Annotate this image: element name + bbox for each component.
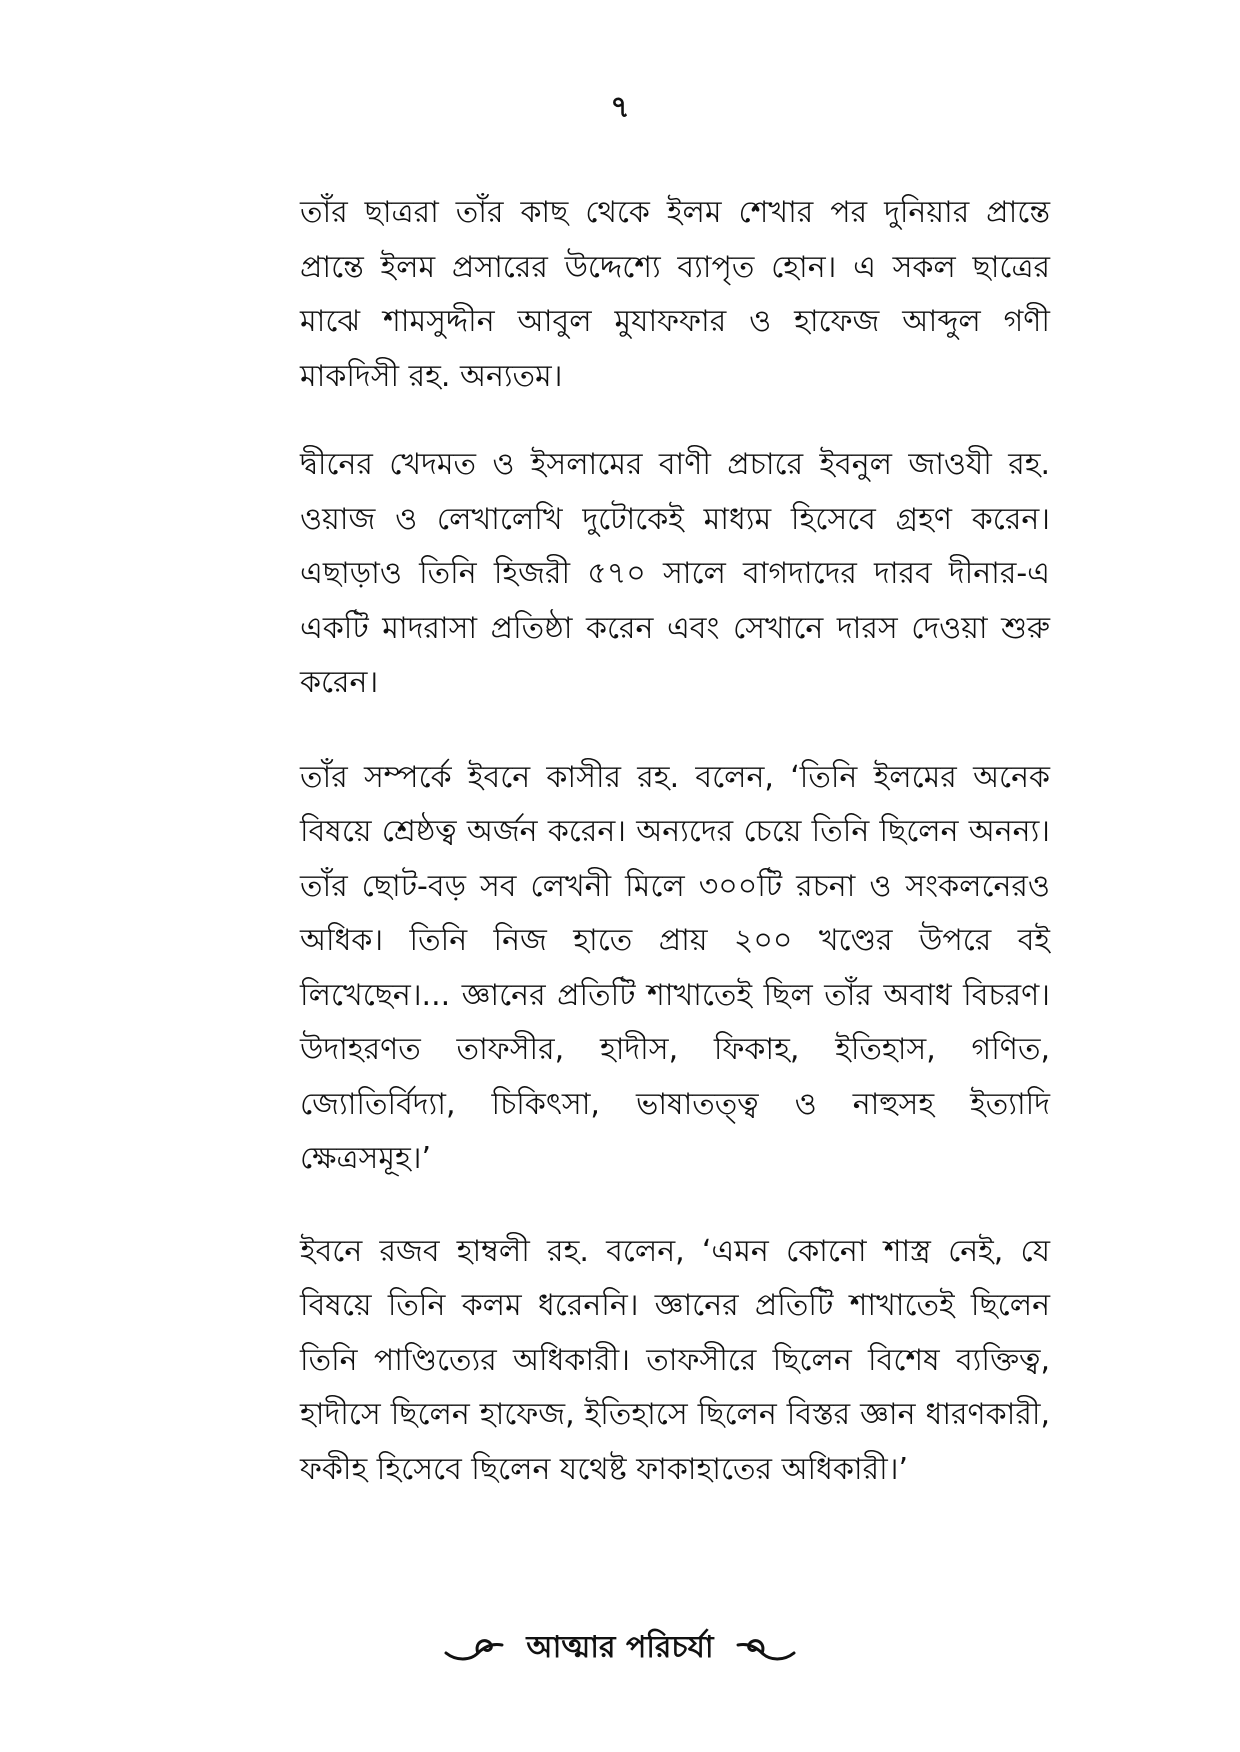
- page-number: ৭: [610, 90, 630, 125]
- swirl-ornament-left-icon: [444, 1633, 508, 1663]
- swirl-ornament-right-icon: [732, 1633, 796, 1663]
- paragraph-3: তাঁর সম্পর্কে ইবনে কাসীর রহ. বলেন, ‘তিনি ইলমের অনেক বিষয়ে শ্রেষ্ঠত্ব অর্জন করেন। অন্যদের চেয়ে তিনি ছিলেন অনন্য। তাঁর ছোট-বড় সব লেখনী মিলে ৩০০টি রচনা ও সংকলনেরও অধিক। তিনি নিজ হাতে প্রায় ২০০ খণ্ডের উপরে বই লিখেছেন।... জ্ঞানের প্রতিটি শাখাতেই ছিল তাঁর অবাধ বিচরণ। উদাহরণত তাফসীর, হাদীস, ফিকাহ, ইতিহাস, গণিত, জ্যোতির্বিদ্যা, চিকিৎসা, ভাষাতত্ত্ব ও নাহুসহ ইত্যাদি ক্ষেত্রসমূহ।’: [300, 759, 1050, 1176]
- page-footer: [0, 1618, 1240, 1678]
- paragraph-2: দ্বীনের খেদমত ও ইসলামের বাণী প্রচারে ইবনুল জাওযী রহ. ওয়াজ ও লেখালেখি দুটোকেই মাধ্যম হিসেবে গ্রহণ করেন। এছাড়াও তিনি হিজরী ৫৭০ সালে বাগদাদের দারব দীনার-এ একটি মাদরাসা প্রতিষ্ঠা করেন এবং সেখানে দারস দেওয়া শুরু করেন।: [300, 447, 1050, 700]
- paragraph-4: ইবনে রজব হাম্বলী রহ. বলেন, ‘এমন কোনো শাস্ত্র নেই, যে বিষয়ে তিনি কলম ধরেননি। জ্ঞানের প্রতিটি শাখাতেই ছিলেন তিনি পাণ্ডিত্যের অধিকারী। তাফসীরে ছিলেন বিশেষ ব্যক্তিত্ব, হাদীসে ছিলেন হাফেজ, ইতিহাসে ছিলেন বিস্তর জ্ঞান ধারণকারী, ফকীহ হিসেবে ছিলেন যথেষ্ট ফাকাহাতের অধিকারী।’: [300, 1233, 1050, 1487]
- paragraph-1: তাঁর ছাত্ররা তাঁর কাছ থেকে ইলম শেখার পর দুনিয়ার প্রান্তে প্রান্তে ইলম প্রসারের উদ্দেশ্যে ব্যাপৃত হোন। এ সকল ছাত্রের মাঝে শামসুদ্দীন আবুল মুযাফফার ও হাফেজ আব্দুল গণী মাকদিসী রহ. অন্যতম।: [300, 195, 1050, 394]
- page-body: [300, 186, 1050, 1531]
- book-title: আত্মার পরিচর্যা: [526, 1630, 714, 1665]
